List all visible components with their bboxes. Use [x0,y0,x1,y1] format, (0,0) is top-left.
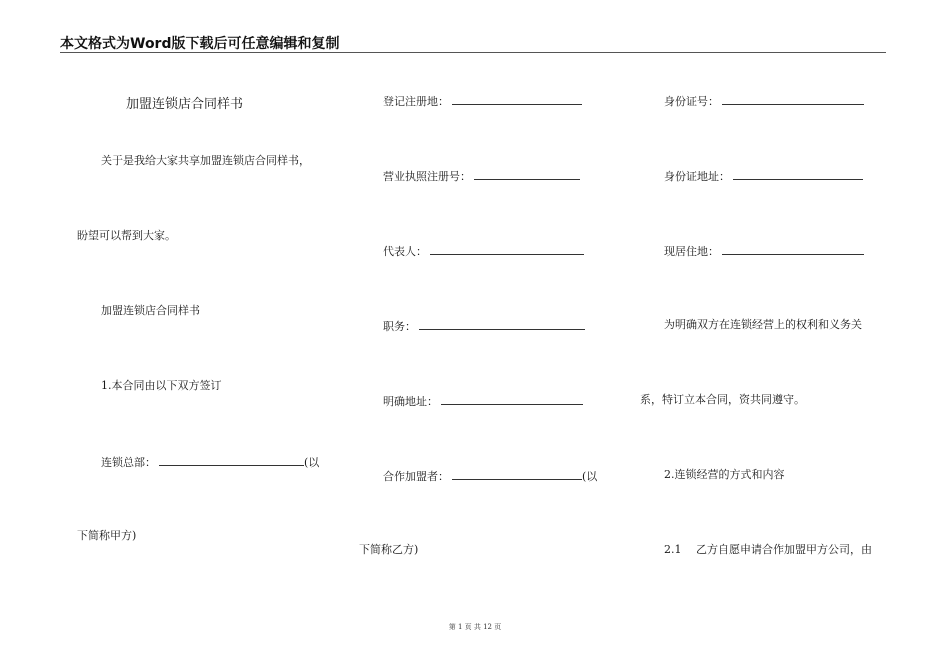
license-label: 营业执照注册号： [383,170,471,183]
document-title: 加盟连锁店合同样书 [126,97,244,112]
section-heading: 加盟连锁店合同样书 [101,304,200,317]
id-address-label: 身份证地址： [664,170,730,183]
position-label: 职务： [383,320,416,333]
franchisee-label: 合作加盟者： [383,470,449,483]
document-header: 本文格式为Word版下载后可任意编辑和复制 [60,36,340,52]
purpose-line-2: 系，特订立本合同，资共同遵守。 [640,393,805,406]
party-a-note: 下简称甲方) [77,529,137,542]
clause-2-1: 2.1 乙方自愿申请合作加盟甲方公司，由 [664,543,872,556]
address-blank[interactable] [441,393,583,405]
franchisee-suffix: (以 [582,470,598,483]
address-field [383,393,583,409]
residence-label: 现居住地： [664,245,719,258]
reg-place-label: 登记注册地： [383,95,449,108]
address-label: 明确地址： [383,395,438,408]
id-address-blank[interactable] [733,168,863,180]
id-number-label: 身份证号： [664,95,719,108]
id-number-blank[interactable] [722,93,864,105]
purpose-line-1: 为明确双方在连锁经营上的权利和义务关 [664,318,862,331]
hq-suffix: (以 [304,456,320,469]
id-address-field [664,168,863,184]
page-footer: 第 1 页 共 12 页 [448,623,502,631]
representative-field [383,243,584,259]
header-divider [60,52,886,53]
representative-blank[interactable] [430,243,584,255]
hq-blank[interactable] [159,454,304,466]
clause-2-heading: 2.连锁经营的方式和内容 [664,468,785,481]
hq-field [101,454,319,470]
position-field [383,318,585,334]
license-field [383,168,580,184]
intro-line-1: 关于是我给大家共享加盟连锁店合同样书， [101,154,310,167]
party-b-note: 下简称乙方) [359,543,419,556]
intro-line-2: 盼望可以帮到大家。 [77,229,176,242]
position-blank[interactable] [419,318,585,330]
representative-label: 代表人： [383,245,427,258]
franchisee-field [383,468,597,484]
clause-1-heading: 1.本合同由以下双方签订 [101,379,222,392]
hq-label: 连锁总部： [101,456,156,469]
license-blank[interactable] [474,168,580,180]
id-number-field [664,93,864,109]
reg-place-blank[interactable] [452,93,582,105]
franchisee-blank[interactable] [452,468,582,480]
residence-field [664,243,864,259]
residence-blank[interactable] [722,243,864,255]
reg-place-field [383,93,582,109]
